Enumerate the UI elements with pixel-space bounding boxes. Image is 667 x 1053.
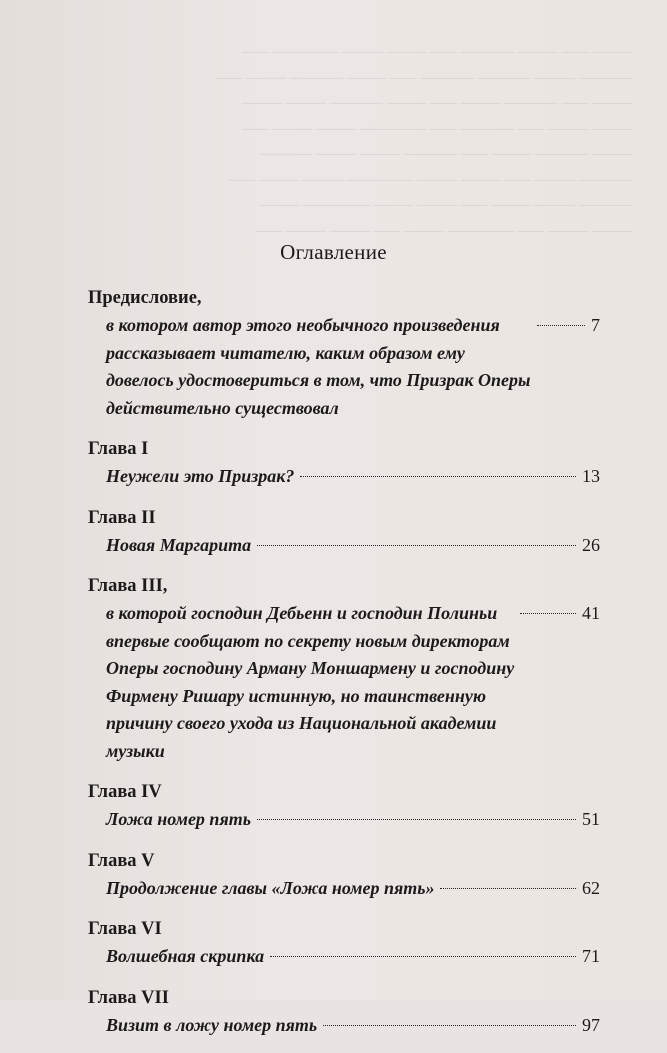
page-number: 97: [582, 1014, 600, 1035]
description-line: Фирмену Ришару истинную, но таинственную: [106, 685, 487, 706]
page-number: 62: [582, 877, 600, 898]
chapter-description: [88, 463, 600, 491]
chapter-description: [88, 943, 600, 971]
chapter-description: [88, 312, 600, 422]
dot-leader: [440, 888, 576, 889]
page-number: 71: [582, 946, 600, 966]
toc-entry: [88, 848, 600, 903]
toc-entry: [88, 573, 600, 765]
description-line: Волшебная скрипка: [106, 946, 265, 966]
table-of-contents: [88, 285, 600, 1053]
toc-entry: [88, 436, 600, 491]
page-number: 51: [582, 809, 600, 829]
bleed-through-text: ——— —— ——— ———— —— ——— ——— ————— —— ———— ——— ———— ———— —— ——— ———— ——— —— ——— —— ———— ——— —— ——— ———— ——— ——— ——— ——— —— ———— —— ————— ——— ——— —— ——— ———— ——— —— ———— ——— ——— ———— ———— ——— —— ——— ——— ————— ——— ——— —— ———— ——— ——— —— ——— ——— ————— ——— ——— ——— —— ————— ——— —— ——— ——— ——: [215, 44, 632, 239]
page-number: 41: [582, 603, 600, 623]
chapter-heading: Глава I: [88, 439, 149, 459]
dot-leader: [270, 956, 576, 957]
description-line: причину своего ухода из Национальной академии: [106, 713, 497, 733]
description-line: впервые сообщают по секрету новым директорам: [106, 630, 510, 651]
chapter-description: [88, 806, 600, 834]
toc-entry: [88, 505, 600, 560]
chapter-description: [88, 532, 600, 560]
description-line: в которой господин Дебьенн и господин Полиньи: [106, 603, 498, 623]
chapter-description: [88, 1012, 600, 1040]
chapter-heading: Глава V: [88, 850, 155, 871]
toc-entry: [88, 916, 600, 971]
description-line: рассказывает читателю, каким образом ему: [106, 342, 465, 363]
chapter-heading: Глава VI: [88, 919, 162, 939]
dot-leader: [323, 1025, 576, 1026]
description-line: музыки: [106, 740, 165, 761]
chapter-description: [88, 875, 600, 903]
dot-leader: [257, 819, 576, 820]
chapter-heading: Глава III,: [88, 576, 168, 596]
toc-entry: [88, 985, 600, 1040]
page-number: 7: [591, 315, 600, 335]
toc-entry: [88, 779, 600, 834]
dot-leader: [537, 325, 586, 326]
chapter-heading: Глава VII: [88, 987, 169, 1008]
chapter-heading: Глава II: [88, 507, 156, 528]
description-line: Ложа номер пять: [106, 809, 251, 829]
description-line: Оперы господину Арману Моншармену и господину: [106, 658, 515, 678]
description-line: действительно существовал: [106, 397, 339, 418]
description-line: довелось удостовериться в том, что Призрак Оперы: [106, 370, 531, 390]
description-line: Продолжение главы «Ложа номер пять»: [106, 877, 435, 898]
dot-leader: [300, 476, 576, 477]
page-number: 13: [582, 466, 600, 486]
description-line: в котором автор этого необычного произведения: [106, 315, 500, 335]
toc-entry: [88, 285, 600, 422]
chapter-description: [88, 600, 600, 765]
dot-leader: [257, 545, 576, 546]
chapter-heading: Предисловие,: [88, 288, 202, 308]
page-number: 26: [582, 534, 600, 555]
chapter-heading: Глава IV: [88, 782, 162, 802]
description-line: Новая Маргарита: [106, 534, 252, 555]
toc-title: Оглавление: [280, 240, 387, 264]
dot-leader: [520, 613, 576, 614]
description-line: Неужели это Призрак?: [106, 466, 295, 486]
description-line: Визит в ложу номер пять: [106, 1014, 318, 1035]
